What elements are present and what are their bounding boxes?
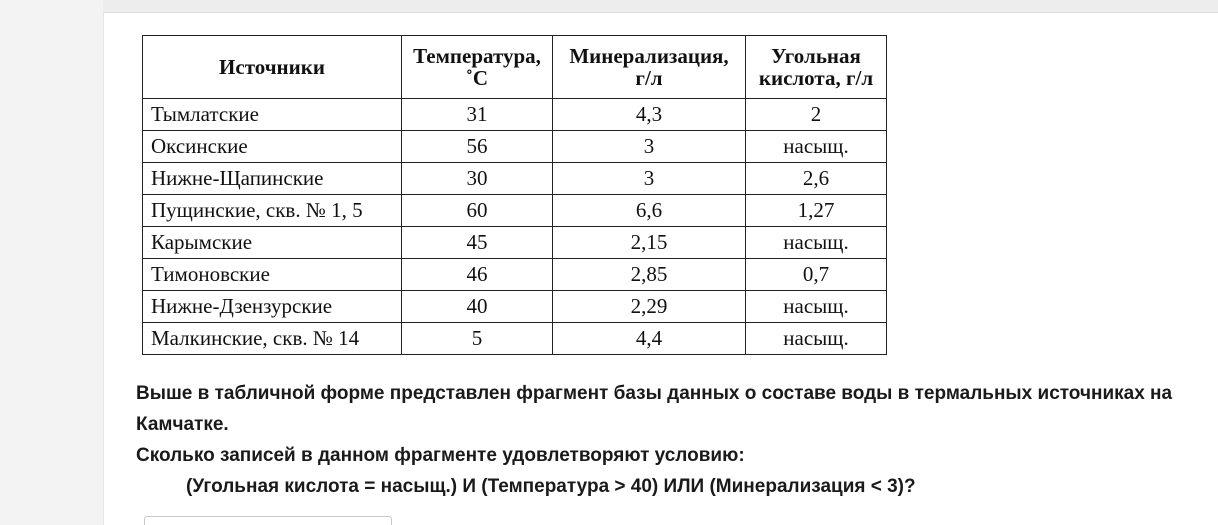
cell-mineralization: 2,15	[553, 227, 746, 259]
cell-temperature: 56	[402, 131, 553, 163]
cell-mineralization: 4,3	[553, 99, 746, 131]
header-carbonic-label: Угольная	[771, 43, 861, 68]
table-row	[143, 259, 887, 291]
cell-mineralization: 3	[553, 163, 746, 195]
cell-source: Тымлатские	[143, 99, 402, 131]
table-row	[143, 195, 887, 227]
header-carbonic-unit: кислота, г/л	[758, 66, 874, 90]
cell-source: Малкинские, скв. № 14	[143, 323, 402, 355]
header-mineralization	[553, 36, 746, 99]
cell-carbonic-acid: насыщ.	[746, 131, 887, 163]
table-row	[143, 163, 887, 195]
header-source-label: Источники	[219, 54, 325, 79]
cell-temperature: 45	[402, 227, 553, 259]
cell-source: Оксинские	[143, 131, 402, 163]
cell-carbonic-acid: 1,27	[746, 195, 887, 227]
question-intro: Выше в табличной форме представлен фрагмент базы данных о составе воды в термальных источниках на Камчатке.	[136, 383, 1173, 435]
cell-temperature: 60	[402, 195, 553, 227]
answer-input[interactable]	[144, 516, 392, 525]
cell-carbonic-acid: насыщ.	[746, 323, 887, 355]
task-content	[103, 13, 1218, 525]
cell-mineralization: 6,6	[553, 195, 746, 227]
table-row	[143, 291, 887, 323]
header-mineralization-unit: г/л	[635, 66, 663, 90]
header-carbonic-acid	[746, 36, 887, 99]
cell-source: Нижне-Дзензурские	[143, 291, 402, 323]
cell-carbonic-acid: 0,7	[746, 259, 887, 291]
left-gutter	[0, 0, 103, 525]
cell-source: Тимоновские	[143, 259, 402, 291]
cell-carbonic-acid: насыщ.	[746, 227, 887, 259]
question-condition: (Угольная кислота = насыщ.) И (Температура > 40) ИЛИ (Минерализация < 3)?	[186, 476, 916, 497]
cell-mineralization: 2,29	[553, 291, 746, 323]
cell-carbonic-acid: насыщ.	[746, 291, 887, 323]
cell-mineralization: 2,85	[553, 259, 746, 291]
cell-temperature: 5	[402, 323, 553, 355]
cell-mineralization: 3	[553, 131, 746, 163]
springs-table	[142, 35, 887, 355]
cell-carbonic-acid: 2	[746, 99, 887, 131]
cell-source: Карымские	[143, 227, 402, 259]
table-row	[143, 227, 887, 259]
cell-temperature: 30	[402, 163, 553, 195]
question-text	[136, 378, 1211, 502]
table-row	[143, 99, 887, 131]
header-mineralization-label: Минерализация,	[569, 43, 729, 68]
table-header-row	[143, 36, 887, 99]
header-source	[143, 36, 402, 99]
table-row	[143, 131, 887, 163]
top-band	[103, 0, 1218, 13]
header-temperature-unit: ˚С	[465, 66, 489, 90]
cell-mineralization: 4,4	[553, 323, 746, 355]
header-temperature	[402, 36, 553, 99]
cell-source: Нижне-Щапинские	[143, 163, 402, 195]
cell-carbonic-acid: 2,6	[746, 163, 887, 195]
cell-source: Пущинские, скв. № 1, 5	[143, 195, 402, 227]
cell-temperature: 46	[402, 259, 553, 291]
table-row	[143, 323, 887, 355]
cell-temperature: 40	[402, 291, 553, 323]
header-temperature-label: Температура,	[413, 43, 541, 68]
cell-temperature: 31	[402, 99, 553, 131]
question-prompt: Сколько записей в данном фрагменте удовлетворяют условию:	[136, 445, 745, 466]
